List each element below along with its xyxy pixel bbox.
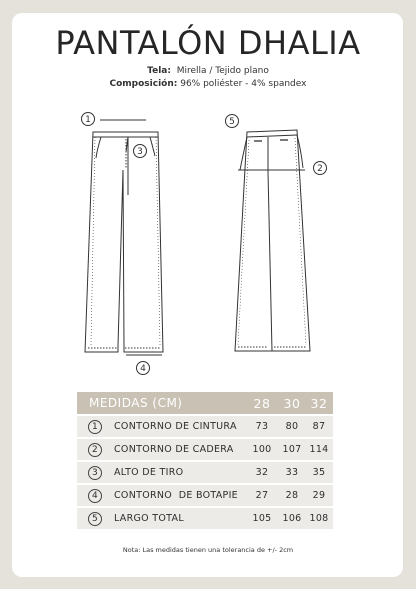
value-30: 33 [285, 467, 299, 478]
row-label: ALTO DE TIRO [114, 467, 184, 478]
value-32: 87 [312, 421, 326, 432]
value-30: 28 [285, 490, 299, 501]
size-32-header: 32 [310, 395, 328, 411]
marker-5-label: 5 [229, 117, 235, 127]
marker-2-label: 2 [317, 164, 323, 174]
marker-3-label: 3 [137, 147, 143, 157]
row-number: 3 [88, 466, 102, 480]
row-label: CONTORNO DE CINTURA [114, 421, 237, 432]
row-label: CONTORNO DE BOTAPIE [114, 490, 238, 501]
table-row [77, 508, 333, 529]
fabric-value: Mirella / Tejido plano [176, 66, 269, 76]
value-32: 29 [312, 490, 326, 501]
header-label: MEDIDAS (CM) [89, 396, 183, 410]
marker-4-label: 4 [140, 364, 146, 374]
value-28: 100 [252, 444, 272, 455]
value-28: 32 [255, 467, 269, 478]
table-header [77, 392, 333, 414]
value-28: 73 [255, 421, 269, 432]
marker-1-label: 1 [85, 115, 91, 125]
value-30: 80 [285, 421, 299, 432]
value-28: 27 [255, 490, 269, 501]
value-30: 107 [282, 444, 302, 455]
size-30-header: 30 [283, 395, 301, 411]
value-32: 114 [309, 444, 329, 455]
composition-label: Composición: [109, 79, 178, 89]
front-view-pants [85, 132, 163, 352]
row-label: CONTORNO DE CADERA [114, 444, 234, 455]
row-label: LARGO TOTAL [114, 513, 184, 524]
page-title: PANTALÓN DHALIA [55, 24, 361, 62]
measurements-table [77, 392, 333, 529]
row-number: 4 [88, 489, 102, 503]
value-32: 35 [312, 467, 326, 478]
size-28-header: 28 [253, 395, 271, 411]
value-28: 105 [252, 513, 272, 524]
row-number: 2 [88, 443, 102, 457]
row-number: 1 [88, 420, 102, 434]
table-row [77, 485, 333, 506]
fabric-label: Tela: [147, 66, 171, 76]
tolerance-note: Nota: Las medidas tienen una tolerancia de +/- 2cm [122, 546, 294, 554]
table-row [77, 416, 333, 437]
table-row [77, 462, 333, 483]
table-row [77, 439, 333, 460]
row-number: 5 [88, 512, 102, 526]
back-view-pants [235, 130, 310, 351]
composition-value: 96% poliéster - 4% spandex [180, 79, 307, 89]
value-30: 106 [282, 513, 302, 524]
value-32: 108 [309, 513, 329, 524]
